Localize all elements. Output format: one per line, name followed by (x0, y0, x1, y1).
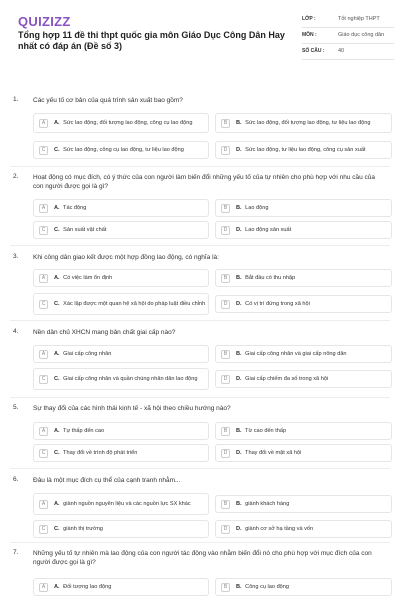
option-label: Đối tượng lao động (63, 583, 112, 590)
option-text (236, 275, 295, 282)
option-key: B. (236, 583, 242, 590)
option-letter: A (39, 500, 48, 509)
option-text (54, 450, 137, 457)
option-label: Giai cấp công nhân (63, 350, 112, 357)
option-label: Giai cấp công nhân và quần chúng nhân dân lao động (63, 375, 198, 382)
option-label: Sản xuất vật chất (63, 226, 107, 233)
option-b[interactable] (215, 422, 392, 440)
option-d[interactable] (215, 444, 392, 462)
option-key: D. (236, 375, 242, 382)
option-key: B. (236, 204, 242, 211)
option-text (236, 501, 289, 508)
question-number: 2. (13, 173, 19, 180)
worksheet-header (0, 0, 400, 82)
option-label: Thay đổi về mặt xã hội (245, 449, 302, 456)
option-text (54, 584, 111, 591)
option-label: giành thị trường (63, 525, 103, 532)
option-label: giành cơ sở hạ tầng và vốn (245, 525, 314, 532)
option-key: B. (236, 350, 242, 357)
option-d[interactable] (215, 520, 392, 538)
option-c[interactable] (33, 520, 209, 538)
question-number: 7. (13, 549, 19, 556)
question-text: Đâu là một mục đích cụ thể của cạnh tranh nhằm... (33, 477, 181, 484)
option-letter: B (221, 500, 230, 509)
option-text (54, 428, 104, 435)
option-key: C. (54, 449, 60, 456)
meta-value: Giáo dục công dân (338, 32, 385, 38)
option-letter: A (39, 274, 48, 283)
option-label: Giai cấp chiếm đa số trong xã hội (245, 375, 329, 382)
option-key: B. (236, 274, 242, 281)
option-letter: D (221, 300, 230, 309)
option-d[interactable] (215, 221, 392, 239)
option-key: D. (236, 146, 242, 153)
option-letter: D (221, 449, 230, 458)
option-key: A. (54, 350, 60, 357)
worksheet-meta (302, 12, 394, 60)
option-text (236, 120, 370, 127)
option-label: Bắt đầu có thu nhập (245, 274, 296, 281)
option-letter: C (39, 226, 48, 235)
option-a[interactable] (33, 422, 209, 440)
question-number: 1. (13, 96, 19, 103)
option-letter: B (221, 274, 230, 283)
question-number: 6. (13, 476, 19, 483)
option-text (54, 301, 205, 308)
option-label: giành nguồn nguyên liệu và các nguồn lực SX khác (63, 500, 191, 507)
option-text (236, 147, 366, 154)
question-number: 3. (13, 253, 19, 260)
divider (10, 245, 390, 246)
option-text (54, 501, 191, 508)
option-label: Có việc làm ổn định (63, 274, 113, 281)
option-letter: B (221, 204, 230, 213)
meta-value: Tốt nghiệp THPT (338, 16, 380, 22)
option-label: Sức lao động, đối tượng lao động, công cụ lao động (63, 119, 193, 126)
option-label: Lao động (245, 204, 269, 211)
option-letter: A (39, 204, 48, 213)
option-key: B. (236, 119, 242, 126)
divider (10, 397, 390, 398)
option-letter: B (221, 583, 230, 592)
option-c[interactable] (33, 293, 209, 315)
option-a[interactable] (33, 578, 209, 596)
option-key: A. (54, 204, 60, 211)
option-a[interactable] (33, 493, 209, 515)
option-key: C. (54, 300, 60, 307)
option-label: Sức lao động, đối tượng lao động, tư liệu lao động (245, 119, 371, 126)
option-a[interactable] (33, 113, 209, 133)
question-text: Những yếu tố tự nhiên mà lao động của con người tác động vào nhằm biến đổi nó cho phù hợp với mục đích của con người được gọi là gì? (33, 550, 372, 566)
question-text: Hoạt động có mục đích, có ý thức của con người làm biến đổi những yếu tố của tự nhiên cho phù hợp với nhu cầu của con người được gọi là gì? (33, 174, 376, 190)
option-b[interactable] (215, 269, 392, 287)
option-a[interactable] (33, 269, 209, 287)
option-label: Tự thấp đến cao (63, 427, 105, 434)
option-key: D. (236, 525, 242, 532)
option-c[interactable] (33, 141, 209, 159)
option-letter: D (221, 226, 230, 235)
option-letter: D (221, 146, 230, 155)
option-key: C. (54, 375, 60, 382)
divider (10, 166, 390, 167)
option-letter: D (221, 525, 230, 534)
option-key: D. (236, 226, 242, 233)
question-number: 5. (13, 404, 19, 411)
option-letter: B (221, 350, 230, 359)
option-text (236, 376, 328, 383)
question-text: Các yếu tố cơ bản của quá trình sản xuất bao gồm? (33, 97, 183, 104)
option-label: giành khách hàng (245, 500, 290, 507)
option-letter: C (39, 146, 48, 155)
divider (10, 542, 390, 543)
meta-value: 40 (338, 48, 345, 54)
option-text (54, 275, 112, 282)
option-label: Giai cấp công nhân và giai cấp nông dân (245, 350, 347, 357)
option-text (236, 351, 347, 358)
option-text (54, 205, 86, 212)
option-text (54, 227, 106, 234)
option-text (54, 120, 193, 127)
option-key: A. (54, 427, 60, 434)
question-text: Nền dân chủ XHCN mang bản chất giai cấp nào? (33, 329, 176, 336)
question-text: Sự thay đổi của các hình thái kinh tế - xã hội theo chiều hướng nào? (33, 405, 231, 412)
option-d[interactable] (215, 370, 392, 388)
meta-row-class (302, 12, 394, 28)
option-key: A. (54, 274, 60, 281)
option-c[interactable] (33, 221, 209, 239)
option-b[interactable] (215, 113, 392, 133)
option-label: Từ cao đến thấp (245, 427, 287, 434)
option-letter: A (39, 427, 48, 436)
worksheet-title: Tổng hợp 11 đề thi thpt quốc gia môn Giáo Dục Công Dân Hay nhất có đáp án (Đề số 3) (18, 30, 285, 51)
option-label: Xác lập được một quan hệ xã hội do pháp luật điều chỉnh (63, 300, 206, 307)
option-letter: C (39, 375, 48, 384)
logo-text: QUIZIZZ (18, 14, 71, 29)
meta-label: SỐ CÂU : (302, 48, 325, 54)
option-label: Sức lao động, công cụ lao động, tư liệu lao động (63, 146, 184, 153)
option-d[interactable] (215, 141, 392, 159)
option-key: C. (54, 146, 60, 153)
option-a[interactable] (33, 345, 209, 363)
option-b[interactable] (215, 495, 392, 513)
option-text (236, 450, 301, 457)
option-text (236, 301, 310, 308)
option-text (54, 376, 198, 383)
option-label: Sức lao động, tư liệu lao động, công cụ sản xuất (245, 146, 366, 153)
option-letter: C (39, 525, 48, 534)
question-text: Khi công dân giao kết được một hợp đồng lao động, có nghĩa là: (33, 254, 219, 261)
option-text (236, 227, 291, 234)
quizizz-logo[interactable] (18, 14, 71, 29)
meta-row-subject (302, 28, 394, 44)
option-letter: A (39, 350, 48, 359)
option-text (54, 526, 103, 533)
option-c[interactable] (33, 368, 209, 390)
question-number: 4. (13, 328, 19, 335)
option-key: D. (236, 449, 242, 456)
option-key: D. (236, 300, 242, 307)
option-text (54, 351, 111, 358)
option-label: Tác động (63, 204, 87, 211)
option-c[interactable] (33, 444, 209, 462)
option-label: Lao động sản xuất (245, 226, 292, 233)
option-text (236, 205, 269, 212)
option-key: A. (54, 500, 60, 507)
option-letter: C (39, 449, 48, 458)
option-b[interactable] (215, 199, 392, 217)
option-key: B. (236, 500, 242, 507)
option-letter: B (221, 119, 230, 128)
option-letter: A (39, 583, 48, 592)
option-text (236, 428, 286, 435)
divider (10, 468, 390, 469)
option-text (236, 584, 289, 591)
meta-label: LỚP : (302, 16, 316, 22)
option-b[interactable] (215, 345, 392, 363)
option-key: A. (54, 119, 60, 126)
option-label: Có vị trí đứng trong xã hội (245, 300, 310, 307)
option-text (54, 147, 184, 154)
option-key: C. (54, 226, 60, 233)
option-key: C. (54, 525, 60, 532)
option-text (236, 526, 313, 533)
option-key: A. (54, 583, 60, 590)
option-a[interactable] (33, 199, 209, 217)
option-b[interactable] (215, 578, 392, 596)
meta-label: MÔN : (302, 32, 317, 38)
option-d[interactable] (215, 295, 392, 313)
option-key: B. (236, 427, 242, 434)
option-label: Thay đổi về trình độ phát triển (63, 449, 138, 456)
option-label: Công cụ lao động (245, 583, 290, 590)
option-letter: B (221, 427, 230, 436)
option-letter: C (39, 300, 48, 309)
divider (10, 320, 390, 321)
option-letter: D (221, 375, 230, 384)
meta-row-count (302, 44, 394, 60)
option-letter: A (39, 119, 48, 128)
